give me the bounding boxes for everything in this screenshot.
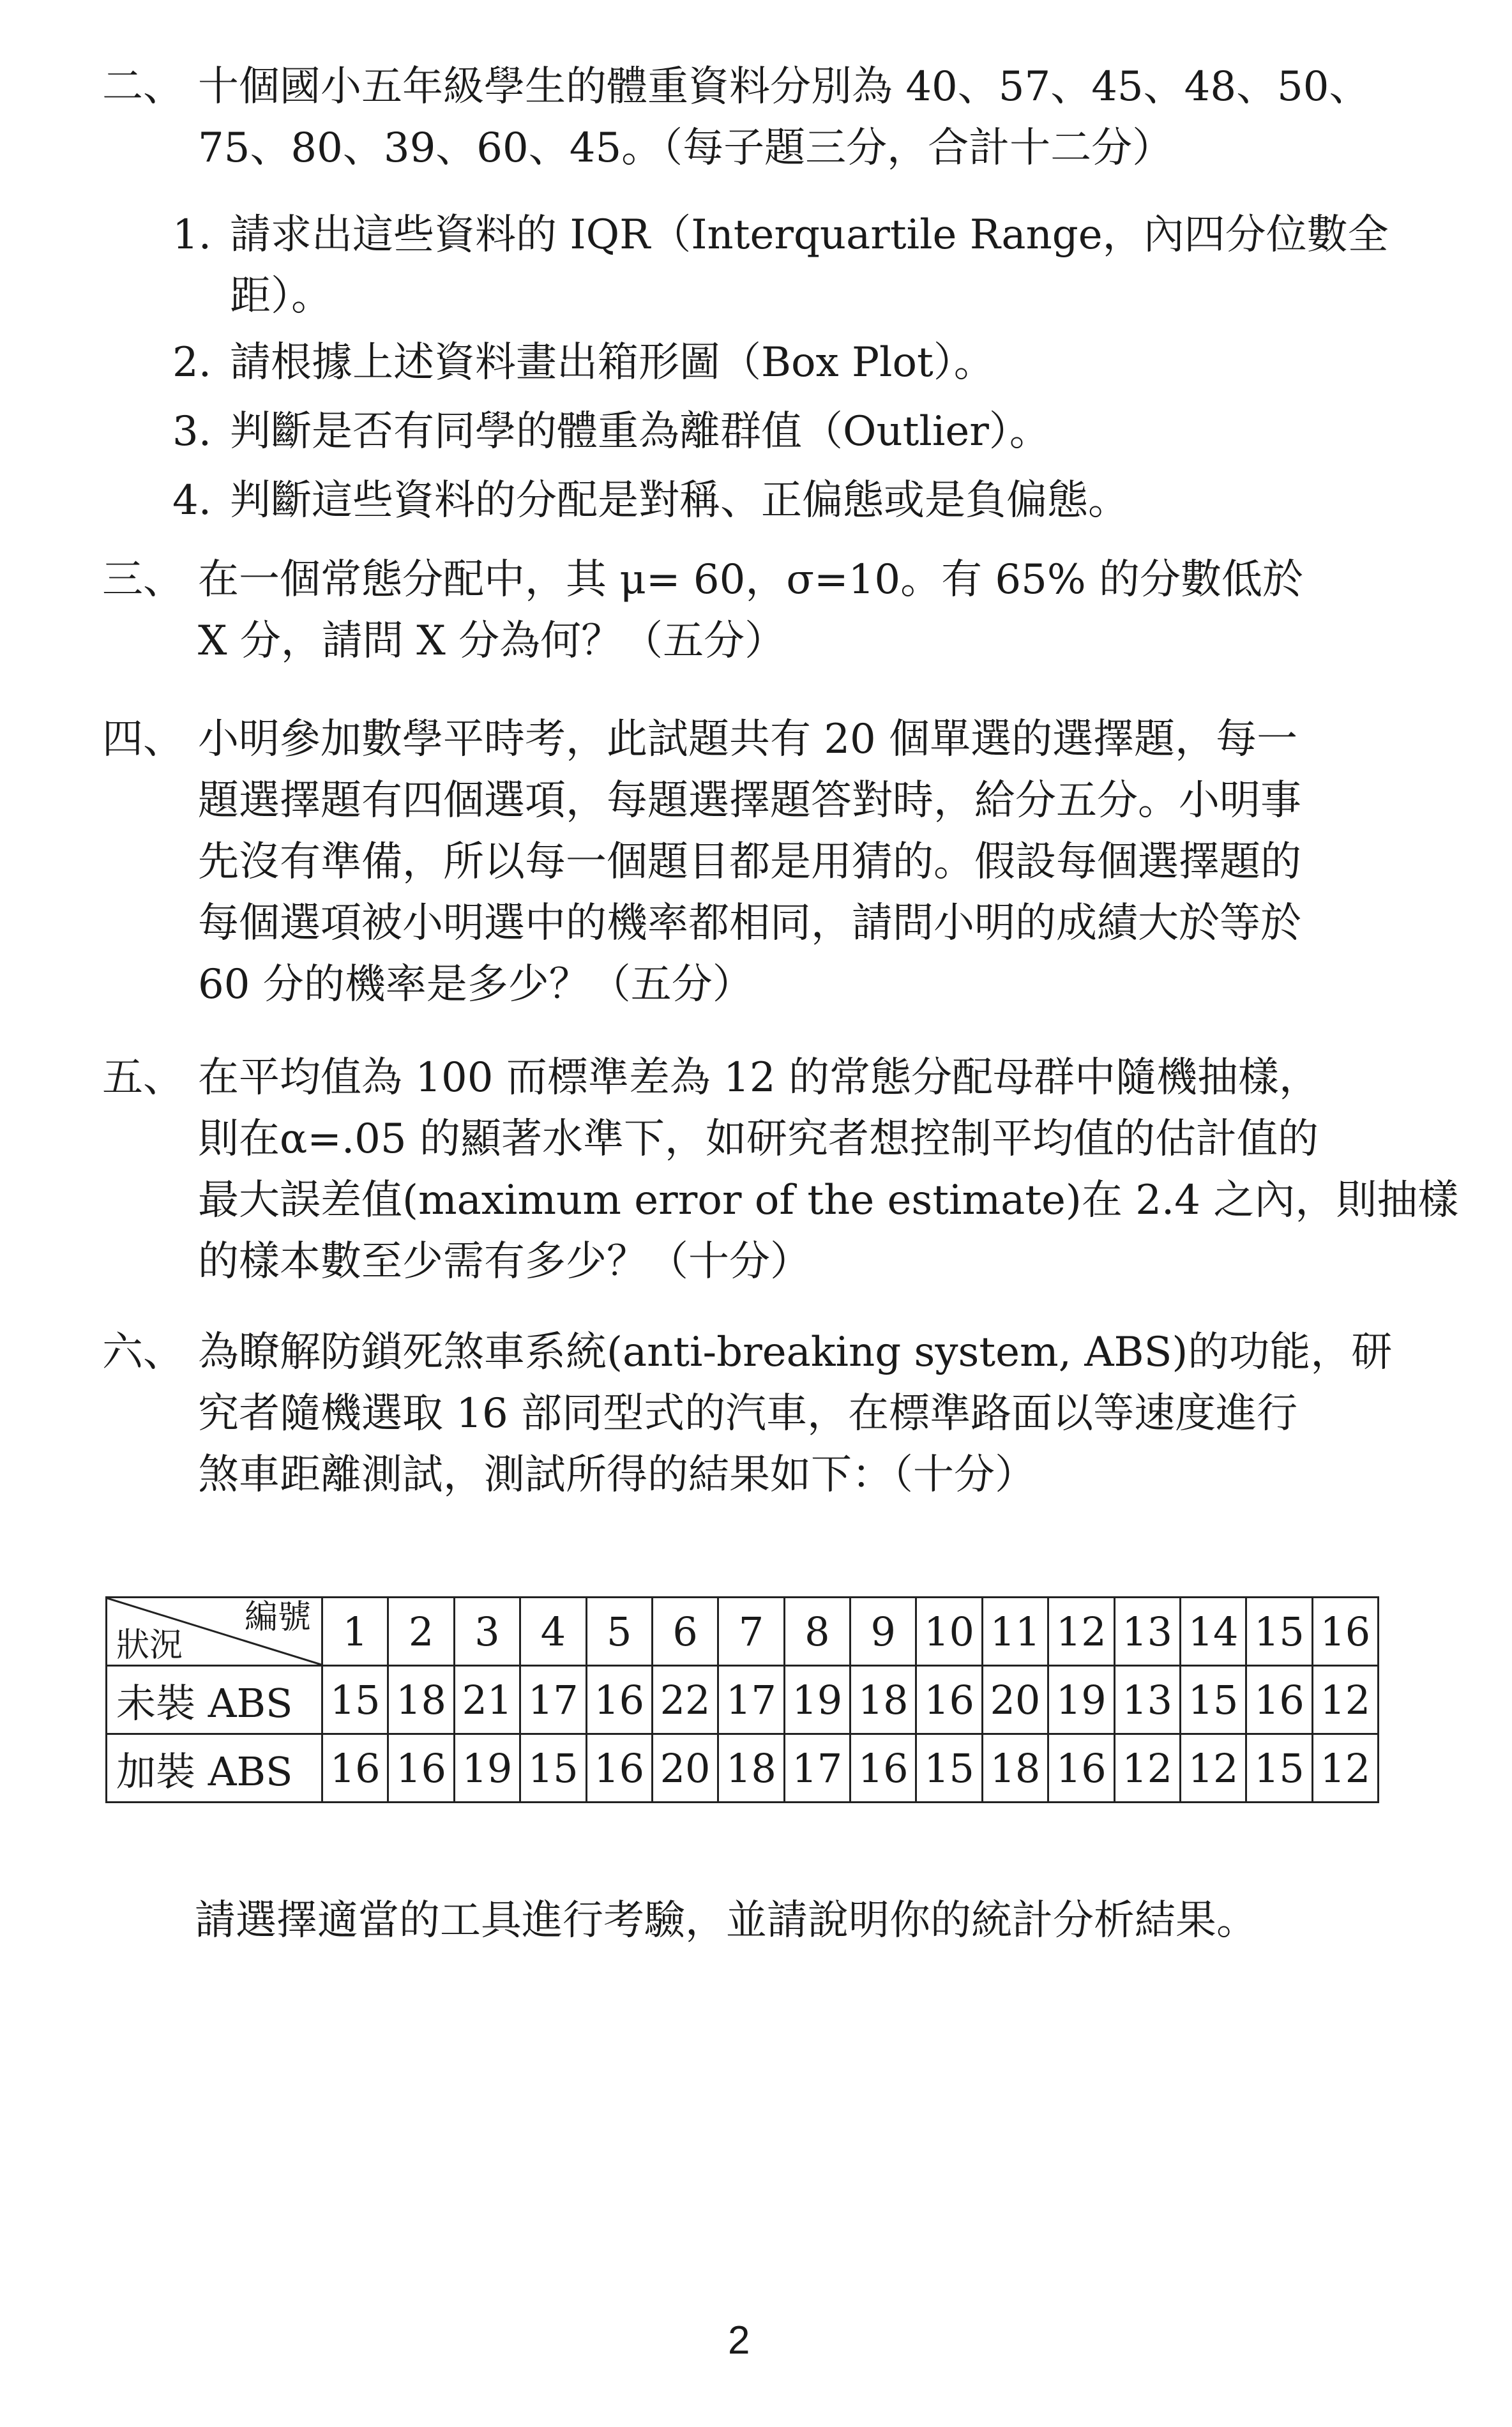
subquestion-number: 4. [172, 477, 212, 524]
table-cell: 16 [1048, 1734, 1114, 1803]
table-header-row [107, 1598, 1379, 1666]
table-header-cell: 14 [1180, 1598, 1246, 1666]
table-cell: 17 [520, 1666, 586, 1734]
question-text-line: 75、80、39、60、45。（每子題三分，合計十二分） [198, 125, 1174, 172]
question-text-line: 煞車距離測試，測試所得的結果如下：（十分） [198, 1451, 1036, 1499]
table-cell: 16 [322, 1734, 388, 1803]
table-header-cell: 11 [982, 1598, 1048, 1666]
table-cell: 15 [520, 1734, 586, 1803]
table-cell: 18 [982, 1734, 1048, 1803]
braking-distance-table [105, 1596, 1379, 1803]
page-number: 2 [728, 2318, 750, 2363]
subquestion-text-line: 判斷是否有同學的體重為離群值（Outlier）。 [230, 408, 1050, 455]
question-text-line: X 分，請問 X 分為何？（五分） [198, 617, 786, 665]
table-cell: 22 [652, 1666, 718, 1734]
table-cell: 15 [916, 1734, 982, 1803]
table-cell: 17 [718, 1666, 784, 1734]
table-row [107, 1734, 1379, 1803]
table-cell: 12 [1180, 1734, 1246, 1803]
table-cell: 15 [322, 1666, 388, 1734]
question-text-line: 則在α=.05 的顯著水準下，如研究者想控制平均值的估計值的 [198, 1115, 1319, 1163]
table-header-cell: 7 [718, 1598, 784, 1666]
table-header-cell: 9 [850, 1598, 916, 1666]
table-cell: 18 [850, 1666, 916, 1734]
corner-label-id: 編號 [244, 1598, 311, 1637]
table-header-cell: 10 [916, 1598, 982, 1666]
question-number: 四、 [102, 716, 184, 763]
table-header-cell: 15 [1246, 1598, 1312, 1666]
question-text-line: 在一個常態分配中，其 μ= 60，σ=10。有 65% 的分數低於 [198, 556, 1304, 603]
table-row [107, 1666, 1379, 1734]
question-number: 五、 [102, 1054, 184, 1101]
subquestion-number: 3. [172, 408, 212, 455]
question-text-line: 的樣本數至少需有多少？（十分） [198, 1238, 811, 1285]
question-text-line: 究者隨機選取 16 部同型式的汽車，在標準路面以等速度進行 [198, 1390, 1298, 1437]
table-cell: 19 [454, 1734, 520, 1803]
table-cell: 19 [784, 1666, 850, 1734]
question-text-line: 先沒有準備，所以每一個題目都是用猜的。假設每個選擇題的 [198, 838, 1301, 886]
table-cell: 15 [1180, 1666, 1246, 1734]
row-label: 加裝 ABS [107, 1734, 322, 1803]
corner-label-condition: 狀況 [116, 1626, 183, 1665]
question-text-line: 60 分的機率是多少？（五分） [198, 961, 753, 1008]
question-text-line: 最大誤差值(maximum error of the estimate)在 2.4 之內，則抽樣 [198, 1177, 1459, 1224]
table-cell: 15 [1246, 1734, 1312, 1803]
table-header-cell: 1 [322, 1598, 388, 1666]
table-header-cell: 16 [1312, 1598, 1378, 1666]
table-cell: 16 [916, 1666, 982, 1734]
subquestion-text-line: 距）。 [230, 273, 332, 320]
table-cell: 12 [1312, 1666, 1378, 1734]
table-cell: 18 [388, 1666, 454, 1734]
table-cell: 18 [718, 1734, 784, 1803]
question-text-line: 為瞭解防鎖死煞車系統(anti-breaking system, ABS)的功能，研 [198, 1329, 1393, 1376]
table-cell: 12 [1312, 1734, 1378, 1803]
table-header-cell: 12 [1048, 1598, 1114, 1666]
table-cell: 17 [784, 1734, 850, 1803]
table-header-cell: 13 [1114, 1598, 1180, 1666]
question-text-line: 小明參加數學平時考，此試題共有 20 個單選的選擇題，每一 [198, 716, 1298, 763]
table-header-cell: 5 [586, 1598, 652, 1666]
table-header-cell: 8 [784, 1598, 850, 1666]
table-header-cell: 4 [520, 1598, 586, 1666]
question-number: 三、 [102, 556, 184, 603]
subquestion-text-line: 判斷這些資料的分配是對稱、正偏態或是負偏態。 [230, 477, 1129, 524]
table-cell: 13 [1114, 1666, 1180, 1734]
table-header-cell: 3 [454, 1598, 520, 1666]
table-cell: 16 [586, 1734, 652, 1803]
subquestion-text-line: 請求出這些資料的 IQR（Interquartile Range，內四分位數全 [230, 211, 1389, 259]
table-cell: 12 [1114, 1734, 1180, 1803]
question-number: 六、 [102, 1329, 184, 1376]
subquestion-number: 1. [172, 211, 212, 259]
table-header-cell: 2 [388, 1598, 454, 1666]
question-number: 二、 [102, 63, 184, 110]
table-cell: 21 [454, 1666, 520, 1734]
table-cell: 16 [388, 1734, 454, 1803]
question-text-line: 題選擇題有四個選項，每題選擇題答對時，給分五分。小明事 [198, 777, 1301, 824]
table-cell: 16 [586, 1666, 652, 1734]
subquestion-number: 2. [172, 339, 212, 386]
question-text-line: 十個國小五年級學生的體重資料分別為 40、57、45、48、50、 [198, 63, 1370, 110]
table-cell: 20 [982, 1666, 1048, 1734]
table-cell: 19 [1048, 1666, 1114, 1734]
table-cell: 16 [850, 1734, 916, 1803]
table-header-cell: 6 [652, 1598, 718, 1666]
table-cell: 20 [652, 1734, 718, 1803]
question-text-line: 每個選項被小明選中的機率都相同，請問小明的成績大於等於 [198, 900, 1301, 947]
question-text-line: 在平均值為 100 而標準差為 12 的常態分配母群中隨機抽樣， [198, 1054, 1320, 1101]
subquestion-text-line: 請根據上述資料畫出箱形圖（Box Plot）。 [230, 339, 995, 386]
table-cell: 16 [1246, 1666, 1312, 1734]
table-corner-cell [107, 1598, 322, 1666]
row-label: 未裝 ABS [107, 1666, 322, 1734]
closing-instruction: 請選擇適當的工具進行考驗，並請說明你的統計分析結果。 [195, 1897, 1257, 1944]
